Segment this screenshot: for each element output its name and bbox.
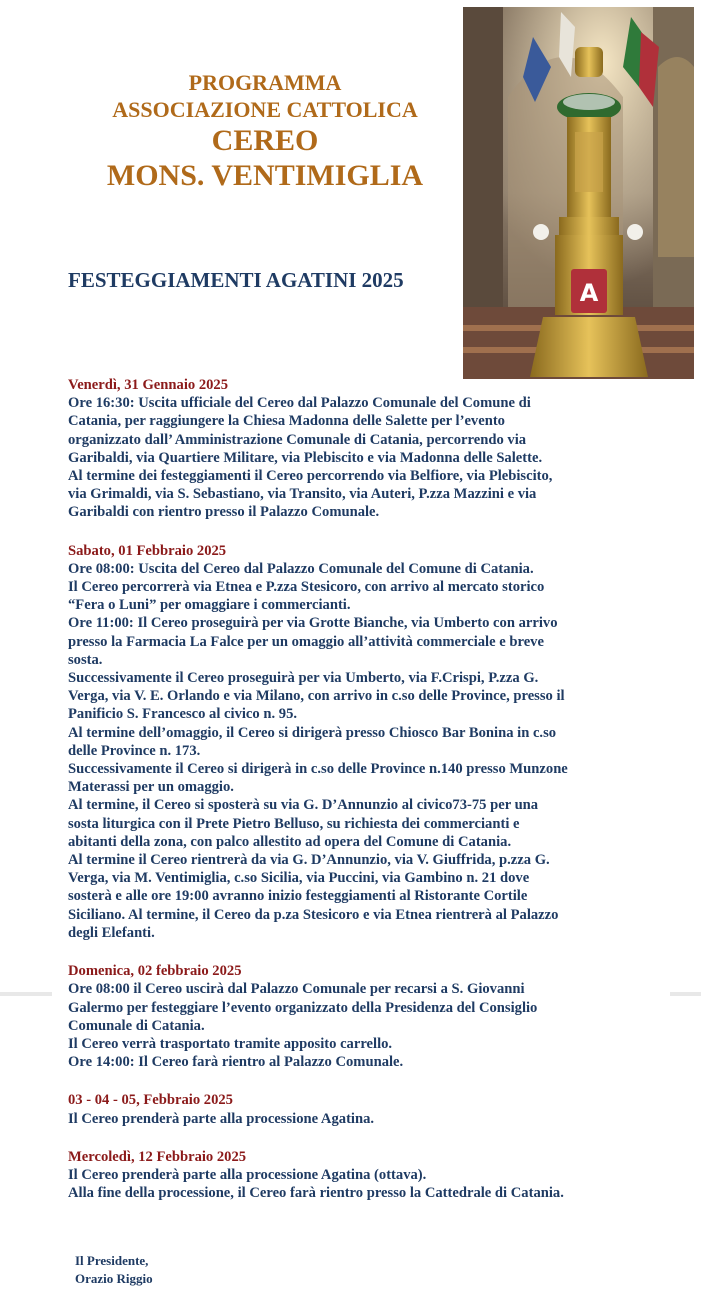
schedule-section [68,376,648,522]
header-association: ASSOCIAZIONE CATTOLICA [112,97,418,122]
section-line: presso la Farmacia La Falce per un omaggio all’attività commerciale e breve [68,633,544,650]
section-line: Galermo per festeggiare l’evento organizzato della Presidenza del Consiglio [68,999,538,1016]
festeggiamenti-subtitle: FESTEGGIAMENTI AGATINI 2025 [68,268,404,292]
section-line: Verga, via V. E. Orlando e via Milano, con arrivo in c.so delle Province, presso il [68,688,565,705]
section-line: Catania, per raggiungere la Chiesa Madonna delle Salette per l’evento [68,413,505,430]
section-line: Il Cereo prenderà parte alla processione Agatina. [68,1110,375,1127]
page-fold-divider [670,992,701,996]
signature-name: Orazio Riggio [75,1271,153,1286]
header-mons-ventimiglia: MONS. VENTIMIGLIA [106,159,424,192]
section-line: Materassi per un omaggio. [68,779,234,796]
section-line: Al termine il Cereo rientrerà da via G. D’Annunzio, via V. Giuffrida, p.zza G. [68,852,550,869]
schedule-section [68,1148,648,1203]
section-date: Domenica, 02 febbraio 2025 [68,963,242,980]
schedule-section [68,962,648,1071]
section-line: Siciliano. Al termine, il Cereo da p.za Stesicoro e via Etnea rientrerà al Palazzo [68,906,559,923]
section-line: sosta liturgica con il Prete Pietro Belluso, su richiesta dei commercianti e [68,815,520,832]
header-cereo: CEREO [211,124,319,157]
section-line: “Fera o Luni” per omaggiare i commercianti. [68,597,351,614]
cereo-photo [463,7,694,379]
section-line: via Grimaldi, via S. Sebastiano, via Transito, via Auteri, P.zza Mazzini e via [68,486,537,503]
page-fold-divider [0,992,52,996]
schedule-section [68,1091,648,1127]
section-line: Al termine dei festeggiamenti il Cereo percorrendo via Belfiore, via Plebiscito, [68,468,553,485]
section-line: Alla fine della processione, il Cereo farà rientro presso la Cattedrale di Catania. [68,1185,564,1202]
section-line: Ore 11:00: Il Cereo proseguirà per via Grotte Bianche, via Umberto con arrivo [68,615,558,632]
section-line: delle Province n. 173. [68,742,201,759]
emblem-letter: A [579,279,599,307]
section-line: Ore 16:30: Uscita ufficiale del Cereo dal Palazzo Comunale del Comune di [68,395,531,412]
section-line: Il Cereo prenderà parte alla processione Agatina (ottava). [68,1166,427,1183]
section-line: Ore 08:00: Uscita del Cereo dal Palazzo Comunale del Comune di Catania. [68,560,534,577]
section-date: Venerdì, 31 Gennaio 2025 [68,377,229,393]
section-line: Al termine, il Cereo si sposterà su via G. D’Annunzio al civico73-75 per una [68,797,539,814]
section-line: degli Elefanti. [68,924,155,941]
section-line: sosta. [68,651,103,668]
header-programma: PROGRAMMA [188,70,342,95]
section-date: 03 - 04 - 05, Febbraio 2025 [68,1092,233,1109]
section-line: Il Cereo verrà trasportato tramite apposito carrello. [68,1035,393,1052]
section-line: abitanti della zona, con palco allestito ad opera del Comune di Catania. [68,833,512,850]
section-date: Mercoledì, 12 Febbraio 2025 [68,1148,247,1165]
schedule-section [68,542,648,942]
section-line: organizzato dall’ Amministrazione Comunale di Catania, percorrendo via [68,431,527,448]
section-line: Comunale di Catania. [68,1017,205,1034]
section-line: Ore 08:00 il Cereo uscirà dal Palazzo Comunale per recarsi a S. Giovanni [68,981,525,998]
section-line: sosterà e alle ore 19:00 avranno inizio festeggiamenti al Ristorante Cortile [68,888,528,905]
section-line: Al termine dell’omaggio, il Cereo si dirigerà presso Chiosco Bar Bonina in c.so [68,724,557,741]
section-line: Successivamente il Cereo si dirigerà in c.so delle Province n.140 presso Munzone [68,761,568,778]
section-line: Verga, via M. Ventimiglia, c.so Sicilia, via Puccini, via Gambino n. 21 dove [68,870,530,887]
section-date: Sabato, 01 Febbraio 2025 [68,542,227,559]
section-line: Panificio S. Francesco al civico n. 95. [68,706,298,723]
section-line: Ore 14:00: Il Cereo farà rientro al Palazzo Comunale. [68,1054,404,1071]
section-line: Successivamente il Cereo proseguirà per via Umberto, via F.Crispi, P.zza G. [68,670,539,687]
section-line: Garibaldi, via Quartiere Militare, via Plebiscito e via Madonna delle Salette. [68,449,543,466]
section-line: Garibaldi con rientro presso il Palazzo Comunale. [68,504,380,521]
section-line: Il Cereo percorrerà via Etnea e P.zza Stesicoro, con arrivo al mercato storico [68,579,545,596]
signature-block [75,1252,153,1288]
program-schedule [68,376,648,1222]
document-header [60,70,470,194]
signature-title: Il Presidente, [75,1253,149,1268]
